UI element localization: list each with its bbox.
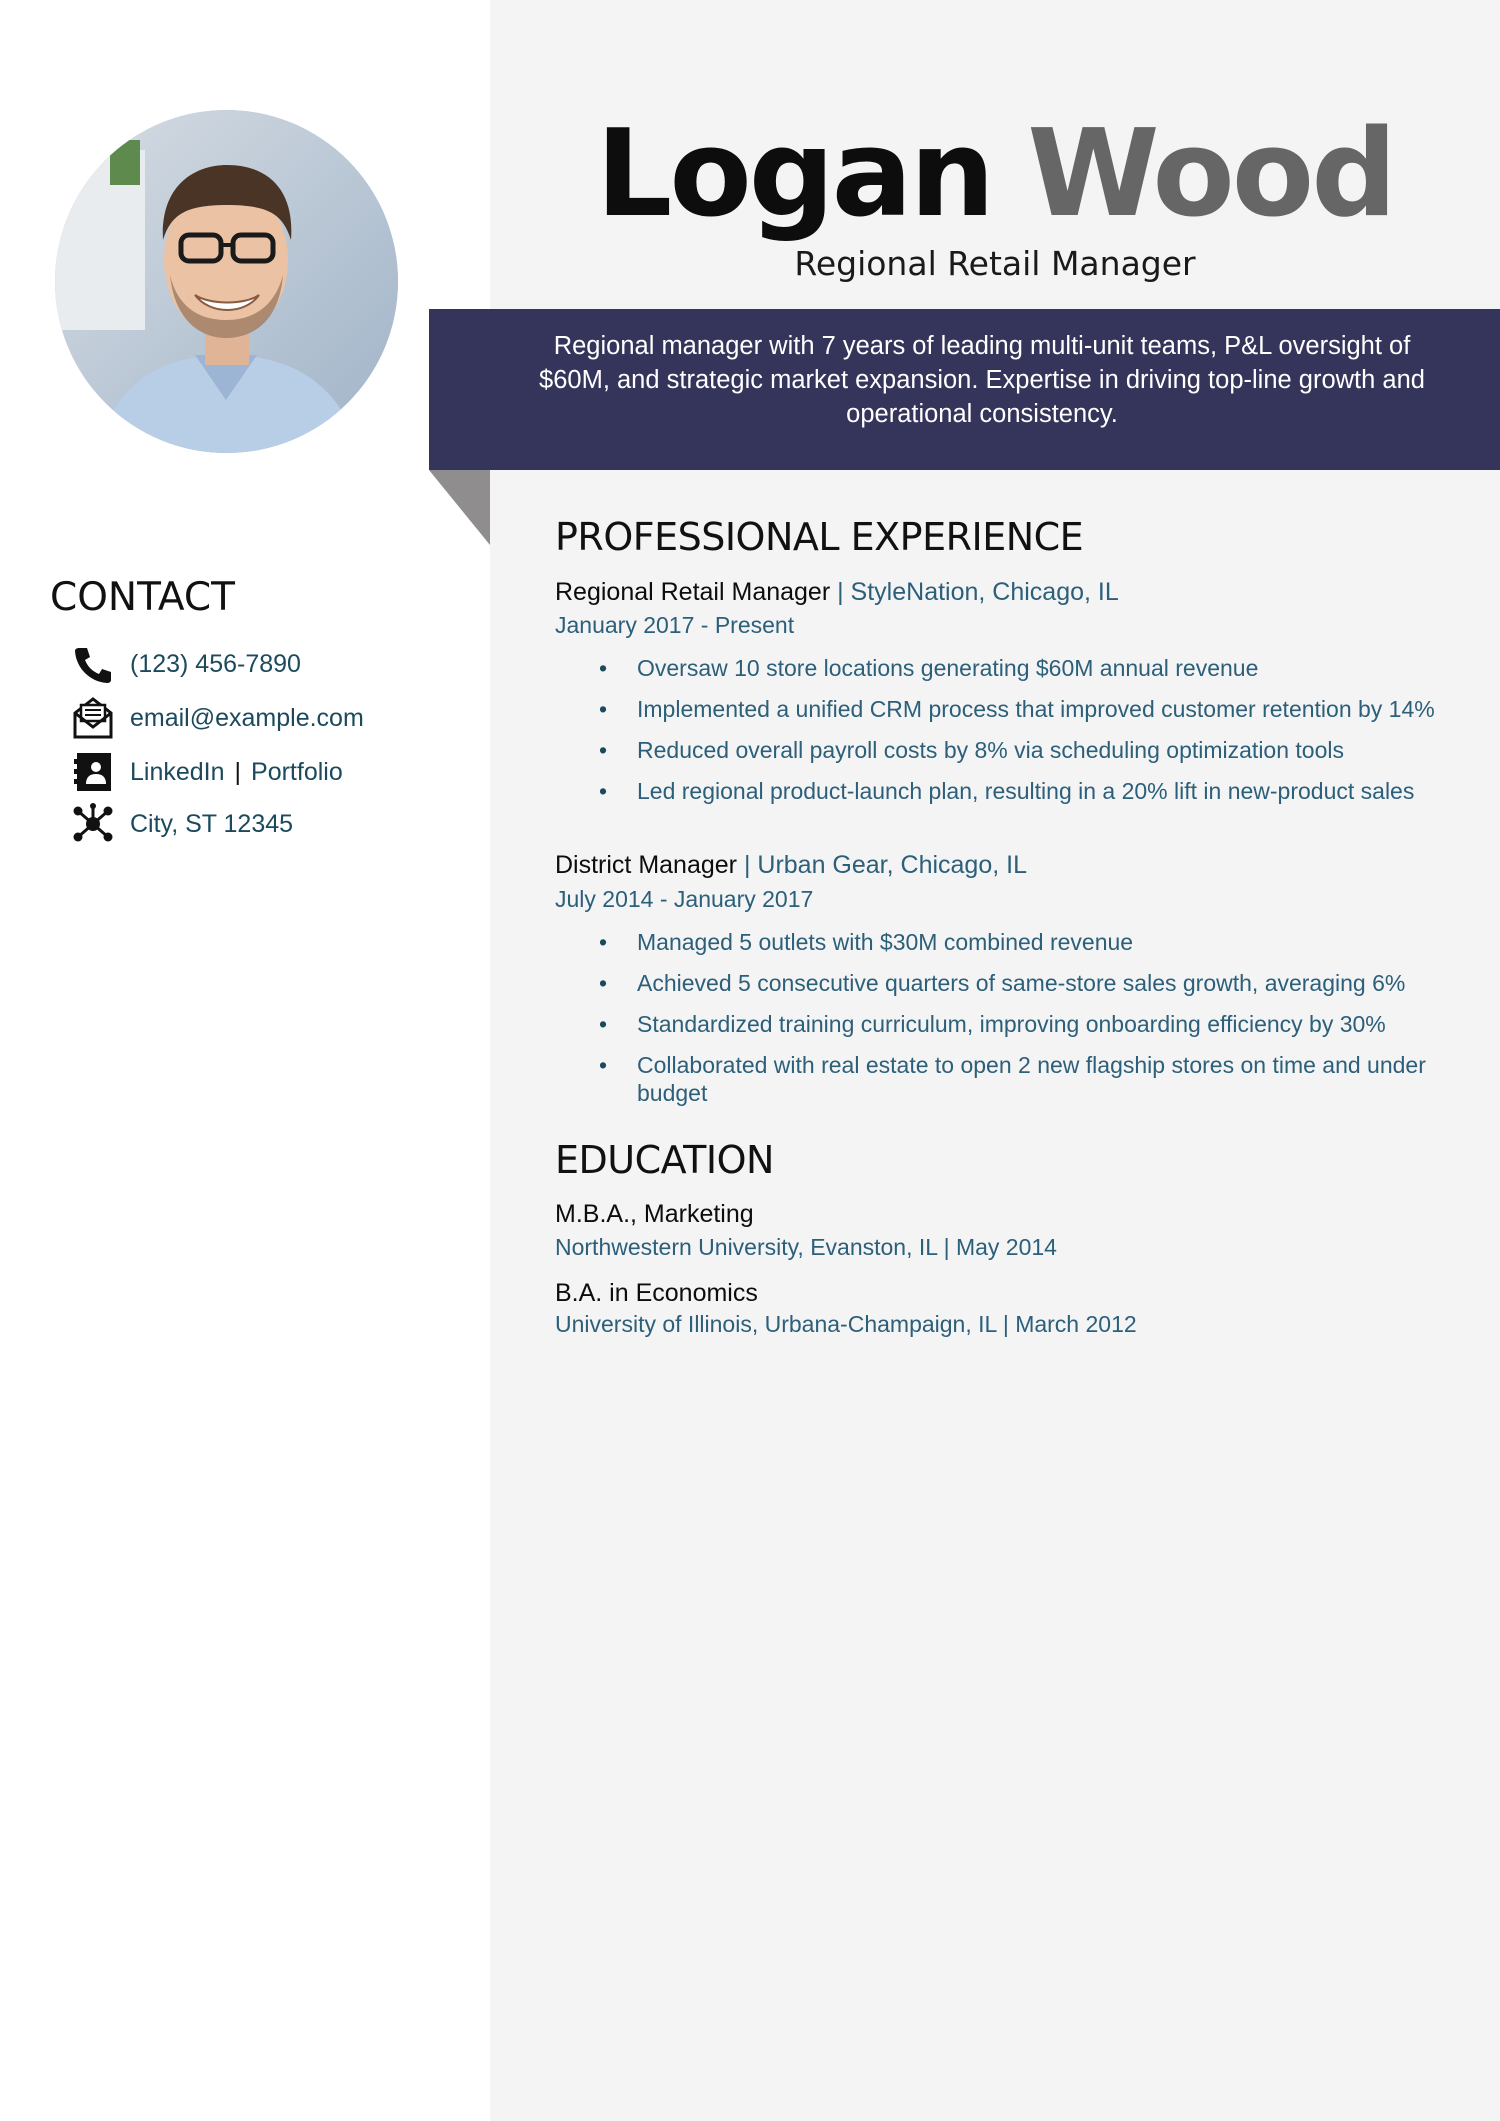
email-icon [70, 695, 116, 741]
job-1-bullets [555, 654, 1465, 818]
job-2-dates: July 2014 - January 2017 [555, 886, 814, 912]
phone-number: (123) 456-7890 [130, 649, 301, 678]
experience-heading: PROFESSIONAL EXPERIENCE [555, 515, 1084, 559]
contact-email[interactable] [70, 696, 364, 740]
profile-photo [55, 110, 398, 453]
education-1-school: Northwestern University, Evanston, IL | May 2014 [555, 1234, 1057, 1260]
job-1-company: | StyleNation, Chicago, IL [830, 578, 1119, 606]
list-item: • Achieved 5 consecutive quarters of same-store sales growth, averaging 6% [555, 969, 1465, 997]
job-1-role [555, 578, 1119, 607]
job-2-company: | Urban Gear, Chicago, IL [737, 851, 1027, 879]
contact-card-icon [70, 749, 116, 795]
network-icon [70, 801, 116, 847]
ribbon-fold [429, 470, 490, 545]
list-item: • Reduced overall payroll costs by 8% via scheduling optimization tools [555, 736, 1465, 764]
contact-links [70, 750, 343, 794]
list-item: • Standardized training curriculum, improving onboarding efficiency by 30% [555, 1010, 1465, 1038]
name-heading [490, 105, 1500, 245]
education-2-degree: B.A. in Economics [555, 1279, 758, 1307]
contact-phone[interactable] [70, 642, 301, 686]
job-1-title: Regional Retail Manager [555, 578, 831, 606]
first-name: Logan [595, 105, 993, 244]
contact-heading: CONTACT [50, 575, 235, 620]
list-item: • Managed 5 outlets with $30M combined revenue [555, 928, 1465, 956]
last-name: Wood [1027, 105, 1395, 244]
list-item: • Implemented a unified CRM process that improved customer retention by 14% [555, 695, 1465, 723]
job-2-title: District Manager [555, 851, 737, 879]
list-item: • Oversaw 10 store locations generating $60M annual revenue [555, 654, 1465, 682]
education-2-school: University of Illinois, Urbana-Champaign, IL | March 2012 [555, 1311, 1137, 1337]
list-item: • Led regional product-launch plan, resulting in a 20% lift in new-product sales [555, 777, 1465, 805]
link-separator: | [234, 757, 242, 786]
education-heading: EDUCATION [555, 1138, 774, 1182]
job-2-role [555, 851, 1027, 880]
summary-text: Regional manager with 7 years of leading multi-unit teams, P&L oversight of $60M, and strategic market expansion. Expertise in driving top-line growth and operational consistency. [539, 332, 1425, 428]
job-title: Regional Retail Manager [794, 244, 1196, 283]
list-item: • Collaborated with real estate to open 2 new flagship stores on time and under budget [555, 1051, 1465, 1107]
contact-location [70, 802, 293, 846]
phone-icon [70, 641, 116, 687]
email-address: email@example.com [130, 703, 364, 732]
education-1-degree: M.B.A., Marketing [555, 1200, 754, 1228]
location-text: City, ST 12345 [130, 809, 294, 838]
job-2-bullets [555, 928, 1465, 1120]
linkedin-link[interactable]: LinkedIn [130, 757, 225, 786]
portfolio-link[interactable]: Portfolio [251, 757, 343, 786]
job-1-dates: January 2017 - Present [555, 612, 795, 638]
